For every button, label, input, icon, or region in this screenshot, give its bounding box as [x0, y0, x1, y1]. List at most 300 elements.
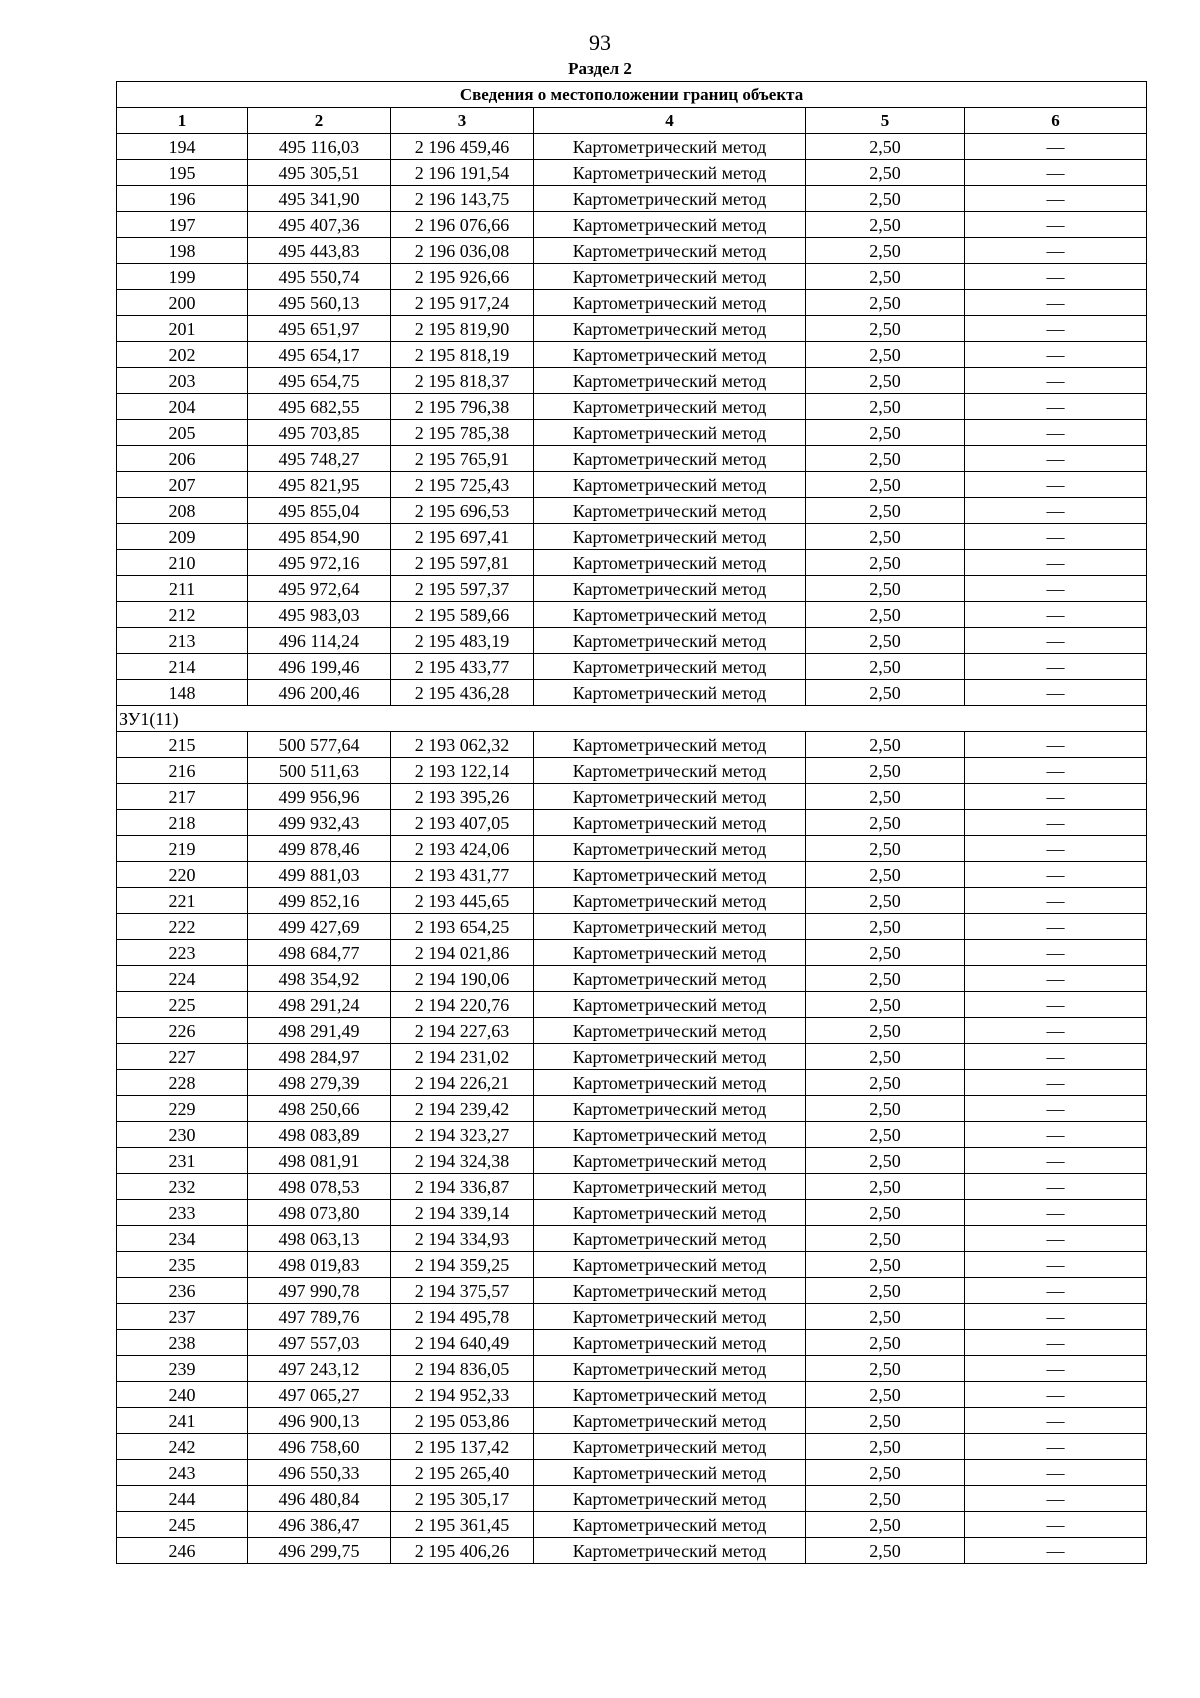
description-cell: —: [965, 1408, 1147, 1434]
x-coordinate-cell: 498 291,49: [248, 1018, 391, 1044]
point-number-cell: 244: [117, 1486, 248, 1512]
accuracy-cell: 2,50: [806, 732, 965, 758]
x-coordinate-cell: 500 511,63: [248, 758, 391, 784]
description-cell: —: [965, 186, 1147, 212]
table-row: [117, 1044, 1147, 1070]
point-number-cell: 201: [117, 316, 248, 342]
y-coordinate-cell: 2 194 220,76: [391, 992, 534, 1018]
y-coordinate-cell: 2 194 231,02: [391, 1044, 534, 1070]
method-cell: Картометрический метод: [534, 1330, 806, 1356]
table-row: [117, 420, 1147, 446]
point-number-cell: 229: [117, 1096, 248, 1122]
x-coordinate-cell: 495 703,85: [248, 420, 391, 446]
y-coordinate-cell: 2 195 433,77: [391, 654, 534, 680]
y-coordinate-cell: 2 195 785,38: [391, 420, 534, 446]
table-row: [117, 940, 1147, 966]
description-cell: —: [965, 1304, 1147, 1330]
accuracy-cell: 2,50: [806, 394, 965, 420]
table-row: [117, 1356, 1147, 1382]
description-cell: —: [965, 1382, 1147, 1408]
page-number: 93: [589, 30, 611, 55]
point-number-cell: 216: [117, 758, 248, 784]
y-coordinate-cell: 2 195 265,40: [391, 1460, 534, 1486]
method-cell: Картометрический метод: [534, 1460, 806, 1486]
x-coordinate-cell: 497 557,03: [248, 1330, 391, 1356]
table-row: [117, 1512, 1147, 1538]
y-coordinate-cell: 2 193 062,32: [391, 732, 534, 758]
description-cell: —: [965, 914, 1147, 940]
y-coordinate-cell: 2 195 589,66: [391, 602, 534, 628]
point-number-cell: 226: [117, 1018, 248, 1044]
table-row: [117, 732, 1147, 758]
table-row: [117, 1278, 1147, 1304]
table-row: [117, 1122, 1147, 1148]
table-row: [117, 810, 1147, 836]
description-cell: —: [965, 940, 1147, 966]
table-caption: Сведения о местоположении границ объекта: [117, 82, 1147, 108]
description-cell: —: [965, 420, 1147, 446]
point-number-cell: 196: [117, 186, 248, 212]
table-row: [117, 784, 1147, 810]
header-row: [117, 108, 1147, 134]
y-coordinate-cell: 2 193 445,65: [391, 888, 534, 914]
description-cell: —: [965, 628, 1147, 654]
table-row: [117, 316, 1147, 342]
table-row: [117, 862, 1147, 888]
method-cell: Картометрический метод: [534, 966, 806, 992]
y-coordinate-cell: 2 195 597,81: [391, 550, 534, 576]
method-cell: Картометрический метод: [534, 238, 806, 264]
x-coordinate-cell: 495 560,13: [248, 290, 391, 316]
description-cell: —: [965, 992, 1147, 1018]
method-cell: Картометрический метод: [534, 212, 806, 238]
x-coordinate-cell: 499 878,46: [248, 836, 391, 862]
table-row: [117, 1382, 1147, 1408]
method-cell: Картометрический метод: [534, 498, 806, 524]
table-row: [117, 992, 1147, 1018]
y-coordinate-cell: 2 194 334,93: [391, 1226, 534, 1252]
y-coordinate-cell: 2 196 076,66: [391, 212, 534, 238]
method-cell: Картометрический метод: [534, 1174, 806, 1200]
y-coordinate-cell: 2 194 323,27: [391, 1122, 534, 1148]
y-coordinate-cell: 2 195 305,17: [391, 1486, 534, 1512]
y-coordinate-cell: 2 194 227,63: [391, 1018, 534, 1044]
description-cell: —: [965, 862, 1147, 888]
method-cell: Картометрический метод: [534, 290, 806, 316]
y-coordinate-cell: 2 194 375,57: [391, 1278, 534, 1304]
accuracy-cell: 2,50: [806, 914, 965, 940]
table-row: [117, 654, 1147, 680]
description-cell: —: [965, 602, 1147, 628]
table-row: [117, 524, 1147, 550]
x-coordinate-cell: 498 250,66: [248, 1096, 391, 1122]
method-cell: Картометрический метод: [534, 992, 806, 1018]
method-cell: Картометрический метод: [534, 420, 806, 446]
y-coordinate-cell: 2 193 654,25: [391, 914, 534, 940]
point-number-cell: 235: [117, 1252, 248, 1278]
y-coordinate-cell: 2 194 190,06: [391, 966, 534, 992]
description-cell: —: [965, 368, 1147, 394]
table-row: [117, 134, 1147, 160]
accuracy-cell: 2,50: [806, 602, 965, 628]
accuracy-cell: 2,50: [806, 680, 965, 706]
table-row: [117, 472, 1147, 498]
boundary-coordinates-table: [116, 81, 1147, 1564]
x-coordinate-cell: 495 854,90: [248, 524, 391, 550]
accuracy-cell: 2,50: [806, 186, 965, 212]
x-coordinate-cell: 495 407,36: [248, 212, 391, 238]
point-number-cell: 232: [117, 1174, 248, 1200]
method-cell: Картометрический метод: [534, 836, 806, 862]
description-cell: —: [965, 654, 1147, 680]
point-number-cell: 195: [117, 160, 248, 186]
table-row: [117, 836, 1147, 862]
x-coordinate-cell: 495 116,03: [248, 134, 391, 160]
accuracy-cell: 2,50: [806, 1252, 965, 1278]
x-coordinate-cell: 495 972,64: [248, 576, 391, 602]
description-cell: —: [965, 264, 1147, 290]
table-row: [117, 550, 1147, 576]
point-number-cell: 210: [117, 550, 248, 576]
method-cell: Картометрический метод: [534, 446, 806, 472]
description-cell: —: [965, 732, 1147, 758]
y-coordinate-cell: 2 195 406,26: [391, 1538, 534, 1564]
method-cell: Картометрический метод: [534, 576, 806, 602]
point-number-cell: 217: [117, 784, 248, 810]
y-coordinate-cell: 2 195 926,66: [391, 264, 534, 290]
description-cell: —: [965, 1434, 1147, 1460]
accuracy-cell: 2,50: [806, 134, 965, 160]
point-number-cell: 207: [117, 472, 248, 498]
table-row: [117, 1096, 1147, 1122]
description-cell: —: [965, 394, 1147, 420]
method-cell: Картометрический метод: [534, 160, 806, 186]
description-cell: —: [965, 342, 1147, 368]
table-row: [117, 342, 1147, 368]
point-number-cell: 203: [117, 368, 248, 394]
description-cell: —: [965, 1538, 1147, 1564]
x-coordinate-cell: 499 932,43: [248, 810, 391, 836]
accuracy-cell: 2,50: [806, 628, 965, 654]
x-coordinate-cell: 495 972,16: [248, 550, 391, 576]
accuracy-cell: 2,50: [806, 498, 965, 524]
point-number-cell: 214: [117, 654, 248, 680]
accuracy-cell: 2,50: [806, 862, 965, 888]
description-cell: —: [965, 1460, 1147, 1486]
table-row: [117, 1486, 1147, 1512]
y-coordinate-cell: 2 194 336,87: [391, 1174, 534, 1200]
description-cell: —: [965, 1044, 1147, 1070]
x-coordinate-cell: 497 990,78: [248, 1278, 391, 1304]
table-row: [117, 1070, 1147, 1096]
accuracy-cell: 2,50: [806, 446, 965, 472]
x-coordinate-cell: 495 983,03: [248, 602, 391, 628]
y-coordinate-cell: 2 194 952,33: [391, 1382, 534, 1408]
accuracy-cell: 2,50: [806, 342, 965, 368]
description-cell: —: [965, 1330, 1147, 1356]
table-row: [117, 238, 1147, 264]
accuracy-cell: 2,50: [806, 1408, 965, 1434]
point-number-cell: 200: [117, 290, 248, 316]
x-coordinate-cell: 495 654,75: [248, 368, 391, 394]
method-cell: Картометрический метод: [534, 784, 806, 810]
point-number-cell: 242: [117, 1434, 248, 1460]
x-coordinate-cell: 496 114,24: [248, 628, 391, 654]
table-row: [117, 186, 1147, 212]
method-cell: Картометрический метод: [534, 1018, 806, 1044]
accuracy-cell: 2,50: [806, 1512, 965, 1538]
description-cell: —: [965, 680, 1147, 706]
method-cell: Картометрический метод: [534, 368, 806, 394]
method-cell: Картометрический метод: [534, 264, 806, 290]
method-cell: Картометрический метод: [534, 1252, 806, 1278]
y-coordinate-cell: 2 194 359,25: [391, 1252, 534, 1278]
method-cell: Картометрический метод: [534, 1512, 806, 1538]
table-body: [117, 134, 1147, 1564]
x-coordinate-cell: 498 684,77: [248, 940, 391, 966]
point-number-cell: 246: [117, 1538, 248, 1564]
x-coordinate-cell: 495 550,74: [248, 264, 391, 290]
accuracy-cell: 2,50: [806, 810, 965, 836]
accuracy-cell: 2,50: [806, 524, 965, 550]
point-number-cell: 204: [117, 394, 248, 420]
y-coordinate-cell: 2 195 696,53: [391, 498, 534, 524]
y-coordinate-cell: 2 195 818,19: [391, 342, 534, 368]
method-cell: Картометрический метод: [534, 550, 806, 576]
table-row: [117, 1226, 1147, 1252]
accuracy-cell: 2,50: [806, 238, 965, 264]
table-row: [117, 368, 1147, 394]
description-cell: —: [965, 1148, 1147, 1174]
accuracy-cell: 2,50: [806, 316, 965, 342]
table-row: [117, 160, 1147, 186]
accuracy-cell: 2,50: [806, 420, 965, 446]
point-number-cell: 215: [117, 732, 248, 758]
point-number-cell: 199: [117, 264, 248, 290]
x-coordinate-cell: 498 291,24: [248, 992, 391, 1018]
method-cell: Картометрический метод: [534, 316, 806, 342]
y-coordinate-cell: 2 194 324,38: [391, 1148, 534, 1174]
accuracy-cell: 2,50: [806, 654, 965, 680]
table-row: [117, 1304, 1147, 1330]
accuracy-cell: 2,50: [806, 1486, 965, 1512]
method-cell: Картометрический метод: [534, 1070, 806, 1096]
y-coordinate-cell: 2 196 143,75: [391, 186, 534, 212]
x-coordinate-cell: 498 063,13: [248, 1226, 391, 1252]
accuracy-cell: 2,50: [806, 1070, 965, 1096]
x-coordinate-cell: 495 341,90: [248, 186, 391, 212]
accuracy-cell: 2,50: [806, 160, 965, 186]
x-coordinate-cell: 498 284,97: [248, 1044, 391, 1070]
point-number-cell: 218: [117, 810, 248, 836]
table-row: [117, 212, 1147, 238]
point-number-cell: 208: [117, 498, 248, 524]
column-header: 6: [965, 108, 1147, 134]
method-cell: Картометрический метод: [534, 524, 806, 550]
accuracy-cell: 2,50: [806, 1122, 965, 1148]
point-number-cell: 231: [117, 1148, 248, 1174]
section-title: Раздел 2: [568, 59, 632, 78]
method-cell: Картометрический метод: [534, 810, 806, 836]
x-coordinate-cell: 495 748,27: [248, 446, 391, 472]
point-number-cell: 230: [117, 1122, 248, 1148]
y-coordinate-cell: 2 195 361,45: [391, 1512, 534, 1538]
table-row: [117, 1174, 1147, 1200]
point-number-cell: 220: [117, 862, 248, 888]
description-cell: —: [965, 966, 1147, 992]
description-cell: —: [965, 1486, 1147, 1512]
y-coordinate-cell: 2 194 339,14: [391, 1200, 534, 1226]
x-coordinate-cell: 496 900,13: [248, 1408, 391, 1434]
y-coordinate-cell: 2 194 239,42: [391, 1096, 534, 1122]
x-coordinate-cell: 496 386,47: [248, 1512, 391, 1538]
x-coordinate-cell: 499 427,69: [248, 914, 391, 940]
accuracy-cell: 2,50: [806, 1356, 965, 1382]
point-number-cell: 202: [117, 342, 248, 368]
x-coordinate-cell: 497 243,12: [248, 1356, 391, 1382]
point-number-cell: 228: [117, 1070, 248, 1096]
description-cell: —: [965, 550, 1147, 576]
point-number-cell: 233: [117, 1200, 248, 1226]
table-row: [117, 602, 1147, 628]
accuracy-cell: 2,50: [806, 1200, 965, 1226]
table-row: [117, 680, 1147, 706]
method-cell: Картометрический метод: [534, 940, 806, 966]
y-coordinate-cell: 2 193 407,05: [391, 810, 534, 836]
x-coordinate-cell: 495 443,83: [248, 238, 391, 264]
description-cell: —: [965, 576, 1147, 602]
accuracy-cell: 2,50: [806, 1018, 965, 1044]
accuracy-cell: 2,50: [806, 1304, 965, 1330]
y-coordinate-cell: 2 195 796,38: [391, 394, 534, 420]
table-row: [117, 758, 1147, 784]
description-cell: —: [965, 238, 1147, 264]
x-coordinate-cell: 499 852,16: [248, 888, 391, 914]
point-number-cell: 239: [117, 1356, 248, 1382]
x-coordinate-cell: 498 279,39: [248, 1070, 391, 1096]
table-row: [117, 576, 1147, 602]
x-coordinate-cell: 497 789,76: [248, 1304, 391, 1330]
group-row: [117, 706, 1147, 732]
y-coordinate-cell: 2 194 021,86: [391, 940, 534, 966]
method-cell: Картометрический метод: [534, 1356, 806, 1382]
description-cell: —: [965, 1512, 1147, 1538]
method-cell: Картометрический метод: [534, 1486, 806, 1512]
description-cell: —: [965, 1096, 1147, 1122]
accuracy-cell: 2,50: [806, 1460, 965, 1486]
y-coordinate-cell: 2 195 725,43: [391, 472, 534, 498]
method-cell: Картометрический метод: [534, 888, 806, 914]
x-coordinate-cell: 500 577,64: [248, 732, 391, 758]
method-cell: Картометрический метод: [534, 732, 806, 758]
point-number-cell: 197: [117, 212, 248, 238]
method-cell: Картометрический метод: [534, 628, 806, 654]
method-cell: Картометрический метод: [534, 134, 806, 160]
y-coordinate-cell: 2 196 459,46: [391, 134, 534, 160]
accuracy-cell: 2,50: [806, 1226, 965, 1252]
column-header: 2: [248, 108, 391, 134]
y-coordinate-cell: 2 195 053,86: [391, 1408, 534, 1434]
point-number-cell: 206: [117, 446, 248, 472]
description-cell: —: [965, 1252, 1147, 1278]
x-coordinate-cell: 499 956,96: [248, 784, 391, 810]
method-cell: Картометрический метод: [534, 186, 806, 212]
table-row: [117, 1460, 1147, 1486]
description-cell: —: [965, 446, 1147, 472]
x-coordinate-cell: 498 073,80: [248, 1200, 391, 1226]
description-cell: —: [965, 1226, 1147, 1252]
column-header: 5: [806, 108, 965, 134]
description-cell: —: [965, 1122, 1147, 1148]
point-number-cell: 240: [117, 1382, 248, 1408]
point-number-cell: 198: [117, 238, 248, 264]
point-number-cell: 243: [117, 1460, 248, 1486]
description-cell: —: [965, 784, 1147, 810]
description-cell: —: [965, 290, 1147, 316]
description-cell: —: [965, 524, 1147, 550]
x-coordinate-cell: 495 654,17: [248, 342, 391, 368]
table-row: [117, 1252, 1147, 1278]
x-coordinate-cell: 495 305,51: [248, 160, 391, 186]
point-number-cell: 223: [117, 940, 248, 966]
point-number-cell: 209: [117, 524, 248, 550]
table-row: [117, 888, 1147, 914]
column-header: 1: [117, 108, 248, 134]
point-number-cell: 234: [117, 1226, 248, 1252]
accuracy-cell: 2,50: [806, 784, 965, 810]
description-cell: —: [965, 810, 1147, 836]
method-cell: Картометрический метод: [534, 654, 806, 680]
point-number-cell: 237: [117, 1304, 248, 1330]
table-row: [117, 1148, 1147, 1174]
table-row: [117, 1538, 1147, 1564]
y-coordinate-cell: 2 195 917,24: [391, 290, 534, 316]
point-number-cell: 148: [117, 680, 248, 706]
table-row: [117, 914, 1147, 940]
accuracy-cell: 2,50: [806, 1148, 965, 1174]
x-coordinate-cell: 495 682,55: [248, 394, 391, 420]
method-cell: Картометрический метод: [534, 342, 806, 368]
y-coordinate-cell: 2 194 836,05: [391, 1356, 534, 1382]
table-row: [117, 1408, 1147, 1434]
y-coordinate-cell: 2 195 137,42: [391, 1434, 534, 1460]
point-number-cell: 194: [117, 134, 248, 160]
x-coordinate-cell: 495 821,95: [248, 472, 391, 498]
x-coordinate-cell: 495 855,04: [248, 498, 391, 524]
method-cell: Картометрический метод: [534, 1200, 806, 1226]
point-number-cell: 205: [117, 420, 248, 446]
method-cell: Картометрический метод: [534, 602, 806, 628]
accuracy-cell: 2,50: [806, 992, 965, 1018]
point-number-cell: 241: [117, 1408, 248, 1434]
table-row: [117, 628, 1147, 654]
table-row: [117, 498, 1147, 524]
y-coordinate-cell: 2 194 226,21: [391, 1070, 534, 1096]
table-row: [117, 1330, 1147, 1356]
accuracy-cell: 2,50: [806, 1278, 965, 1304]
description-cell: —: [965, 498, 1147, 524]
group-label: ЗУ1(11): [117, 706, 1147, 732]
table-row: [117, 1434, 1147, 1460]
table-row: [117, 1200, 1147, 1226]
table-row: [117, 966, 1147, 992]
description-cell: —: [965, 1018, 1147, 1044]
point-number-cell: 236: [117, 1278, 248, 1304]
accuracy-cell: 2,50: [806, 212, 965, 238]
accuracy-cell: 2,50: [806, 758, 965, 784]
method-cell: Картометрический метод: [534, 1382, 806, 1408]
table-row: [117, 290, 1147, 316]
